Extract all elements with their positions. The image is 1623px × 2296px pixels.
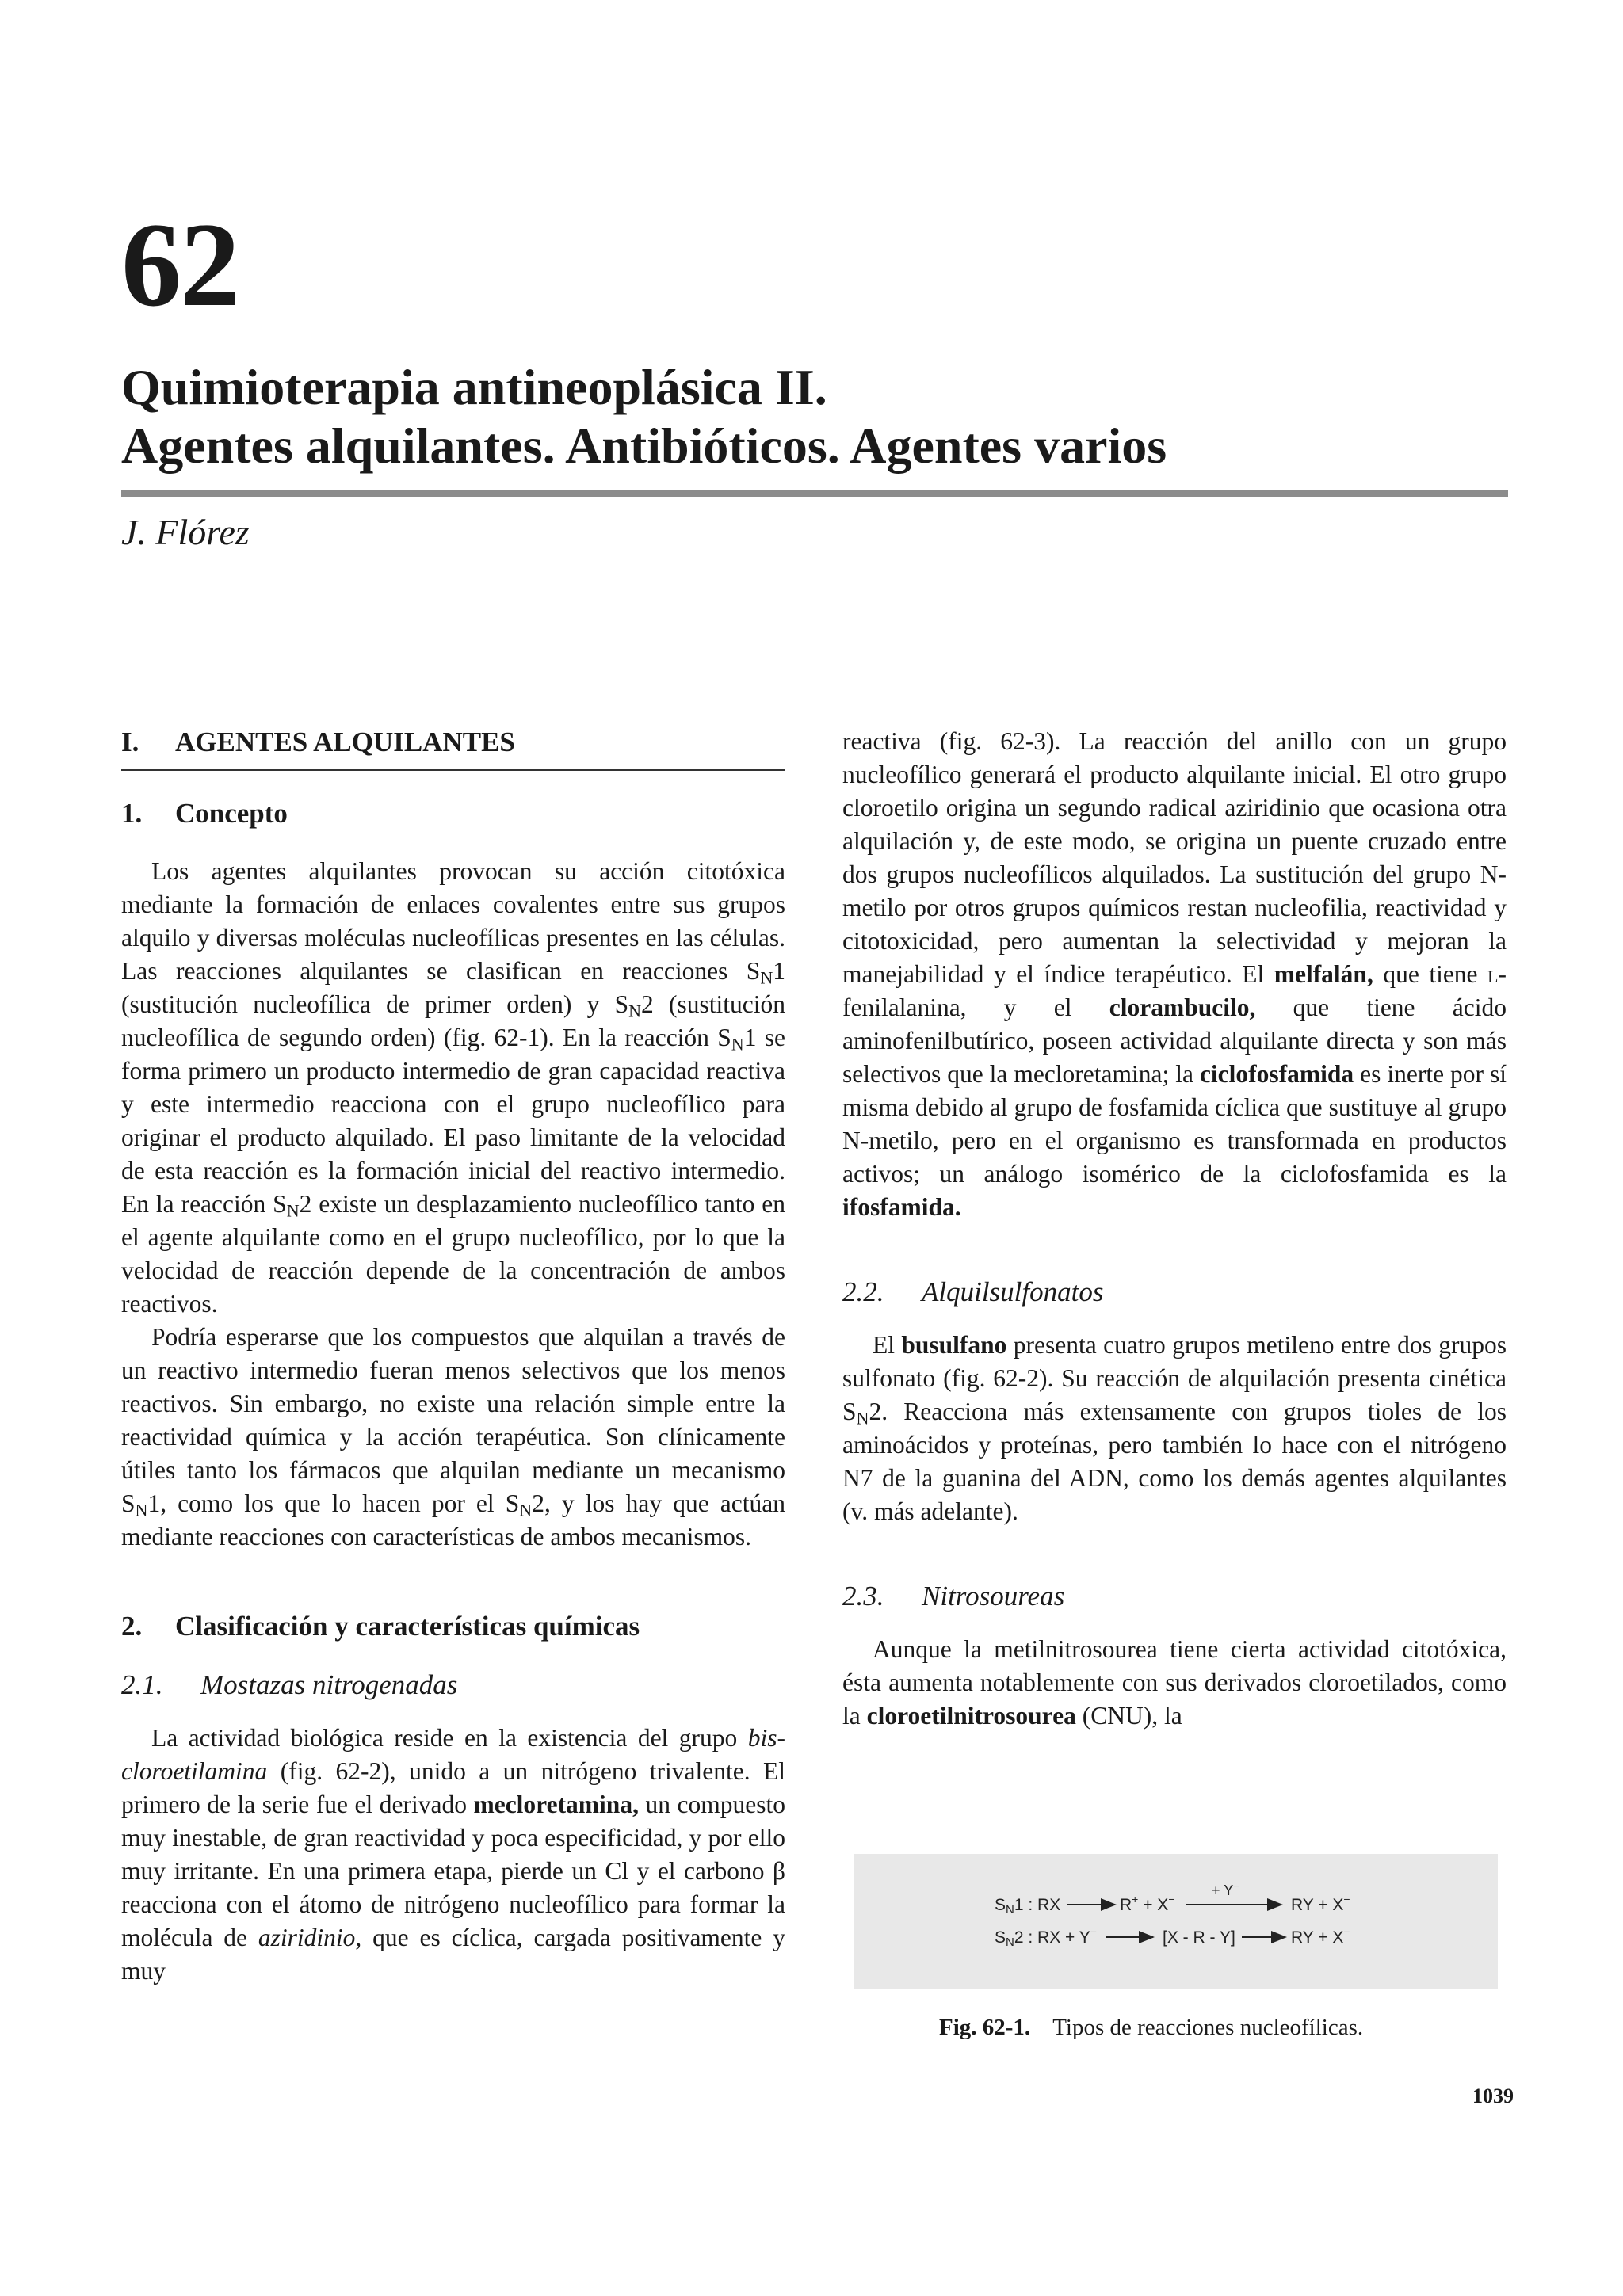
- subscript: N: [519, 1500, 533, 1520]
- subscript: N: [286, 1200, 300, 1221]
- sn2-intermediate: [X - R - Y]: [1163, 1928, 1235, 1947]
- chapter-title-line2: Agentes alquilantes. Antibióticos. Agentes varios: [121, 418, 1167, 474]
- left-column: [121, 725, 785, 1988]
- text: El: [873, 1331, 902, 1359]
- text: 1 (sustitución nucleofílica de primer orden) y S: [121, 957, 785, 1018]
- chapter-number: 62: [121, 198, 239, 331]
- sn1-product: RY + X−: [1291, 1893, 1350, 1914]
- text: Podría esperarse que los compuestos que alquilan a través de un reactivo intermedio fueran menos selectivos que los menos reactivos. Sin embargo, no existe una relación simple entre la reactividad química y la acción terapéutica. Son clínicamente útiles tanto los fármacos que alquilan mediante un mecanismo S: [121, 1323, 785, 1517]
- subsubsection-heading-alquilsulfonatos: [842, 1275, 1507, 1310]
- drug-name: clorambucilo,: [1109, 994, 1256, 1021]
- text: reactiva (fig. 62-3). La reacción del anillo con un grupo nucleofílico generará el producto alquilante inicial. El otro grupo cloroetilo origina un segundo radical aziridinio que ocasiona otra alquilación y, de este modo, se origina un puente cruzado entre dos grupos nucleofílicos alquilados. La sustitución del grupo N-metilo por otros grupos químicos restan nucleofilia, reactividad y citotoxicidad, pero aumentan la selectividad y mejoran la manejabilidad y el índice terapéutico. El: [842, 727, 1507, 988]
- subsection-number: 2.: [121, 1611, 143, 1642]
- paragraph: [121, 855, 785, 1321]
- text: 2. Reacciona más extensamente con grupos tioles de los aminoácidos y proteínas, pero también lo hace con el nitrógeno N7 de la guanina del ADN, como los demás agentes alquilantes (v. más adelante).: [842, 1398, 1507, 1525]
- section-number: I.: [121, 727, 139, 757]
- subsubsection-heading-nitrosoureas: [842, 1579, 1507, 1614]
- text: Aunque la metilnitrosourea tiene cierta actividad citotóxica, ésta aumenta notablemente con sus derivados cloroetilados, como la: [842, 1635, 1507, 1730]
- text: que tiene: [1373, 960, 1488, 988]
- text: es inerte por sí misma debido al grupo de fosfamida cíclica que sustituye al grupo N-metilo, pero en el organismo es transformada en productos activos; un análogo isomérico de la ciclofosfamida es la: [842, 1060, 1507, 1188]
- drug-name: busulfano: [901, 1331, 1007, 1359]
- subscript: N: [731, 1034, 744, 1055]
- reaction-diagram: [854, 1854, 1498, 1989]
- paragraph: [842, 1633, 1507, 1733]
- chapter-title: [121, 358, 1508, 475]
- figure-label: Fig. 62-1.: [939, 2015, 1031, 2040]
- paragraph: [842, 1329, 1507, 1528]
- subscript: N: [628, 1001, 642, 1021]
- paragraph: [842, 725, 1507, 1224]
- author: J. Flórez: [121, 512, 250, 552]
- drug-name: cloroetilnitrosourea: [866, 1702, 1076, 1730]
- text: que tiene ácido aminofenilbutírico, poseen actividad alquilante directa y son más selectivos que la mecloretamina; la: [842, 994, 1507, 1088]
- sn1-reactant: SN1 : RX: [995, 1896, 1061, 1917]
- sn1-intermediate: R+ + X−: [1120, 1893, 1175, 1914]
- drug-name: melfalán,: [1274, 960, 1373, 988]
- text: La actividad biológica reside en la existencia del grupo: [151, 1724, 748, 1752]
- sn2-product: RY + X−: [1291, 1925, 1350, 1947]
- text: un compuesto muy inestable, de gran reactividad y poca especificidad, y por ello muy irritante. En una primera etapa, pierde un Cl y el carbono β reacciona con el átomo de nitrógeno nucleofílico para formar la molécula de: [121, 1791, 785, 1951]
- text: 1, como los que lo hacen por el S: [147, 1489, 520, 1517]
- subsection-number: 1.: [121, 798, 143, 829]
- subsubsection-title: Alquilsulfonatos: [922, 1276, 1104, 1307]
- section-heading-alquilantes: [121, 725, 785, 771]
- text: 2 (sustitución nucleofílica de segundo orden) (fig. 62-1). En la reacción S: [121, 990, 786, 1051]
- right-column: [842, 725, 1507, 1733]
- text: Los agentes alquilantes provocan su acción citotóxica mediante la formación de enlaces covalentes entre sus grupos alquilo y diversas moléculas nucleofílicas presentes en las células. Las reacciones alquilantes se clasifican en reacciones S: [121, 857, 785, 985]
- subscript: N: [856, 1408, 869, 1428]
- small-caps-letter: l: [1487, 960, 1499, 988]
- drug-name: mecloretamina,: [473, 1791, 639, 1818]
- sn1-reagent-over-arrow: + Y−: [1212, 1880, 1239, 1898]
- text: (fig. 62-2), unido a un nitrógeno trivalente. El primero de la serie fue el derivado: [121, 1757, 785, 1818]
- section-title: AGENTES ALQUILANTES: [175, 727, 515, 757]
- italic-term: bis-cloroetilamina: [121, 1724, 785, 1785]
- text: 2 existe un desplazamiento nucleofílico tanto en el agente alquilante como en el grupo nucleofílico, por lo que la velocidad de reacción depende de la concentración de ambos reactivos.: [121, 1190, 785, 1318]
- subsection-heading-clasificacion: [121, 1609, 785, 1644]
- subsubsection-number: 2.2.: [842, 1276, 884, 1307]
- italic-term: aziridinio,: [258, 1924, 362, 1951]
- title-divider: [121, 490, 1508, 497]
- paragraph: [121, 1321, 785, 1554]
- page-number: 1039: [1472, 2084, 1514, 2107]
- text: 2, y los hay que actúan mediante reacciones con características de ambos mecanismos.: [121, 1489, 785, 1550]
- text: (CNU), la: [1075, 1702, 1182, 1730]
- subsubsection-heading-mostazas: [121, 1668, 785, 1703]
- subsection-title: Concepto: [175, 798, 288, 829]
- figure-caption: [939, 2012, 1363, 2042]
- paragraph: [121, 1722, 785, 1988]
- figure-62-1: [854, 1854, 1498, 1989]
- text: presenta cuatro grupos metileno entre dos grupos sulfonato (fig. 62-2). Su reacción de alquilación presenta cinética S: [842, 1331, 1507, 1425]
- chapter-title-line1: Quimioterapia antineoplásica II.: [121, 359, 827, 415]
- subsubsection-title: Nitrosoureas: [922, 1581, 1065, 1611]
- subsubsection-number: 2.3.: [842, 1581, 884, 1611]
- subscript: N: [135, 1500, 148, 1520]
- subsubsection-title: Mostazas nitrogenadas: [200, 1669, 458, 1700]
- drug-name: ifosfamida.: [842, 1193, 961, 1221]
- subscript: N: [760, 967, 773, 988]
- subsection-heading-concepto: [121, 796, 785, 831]
- subsection-title: Clasificación y características químicas: [175, 1611, 640, 1642]
- text: -fenilalanina, y el: [842, 960, 1507, 1021]
- text: 1 se forma primero un producto intermedio de gran capacidad reactiva y este intermedio reacciona con el grupo nucleofílico para originar el producto alquilado. El paso limitante de la velocidad de esta reacción es la formación inicial del reactivo intermedio. En la reacción S: [121, 1024, 785, 1218]
- sn2-reactant: SN2 : RX + Y−: [995, 1925, 1097, 1949]
- figure-caption-text: Tipos de reacciones nucleofílicas.: [1052, 2015, 1364, 2040]
- subsubsection-number: 2.1.: [121, 1669, 163, 1700]
- text: que es cíclica, cargada positivamente y muy: [121, 1924, 785, 1985]
- drug-name: ciclofosfamida: [1199, 1060, 1354, 1088]
